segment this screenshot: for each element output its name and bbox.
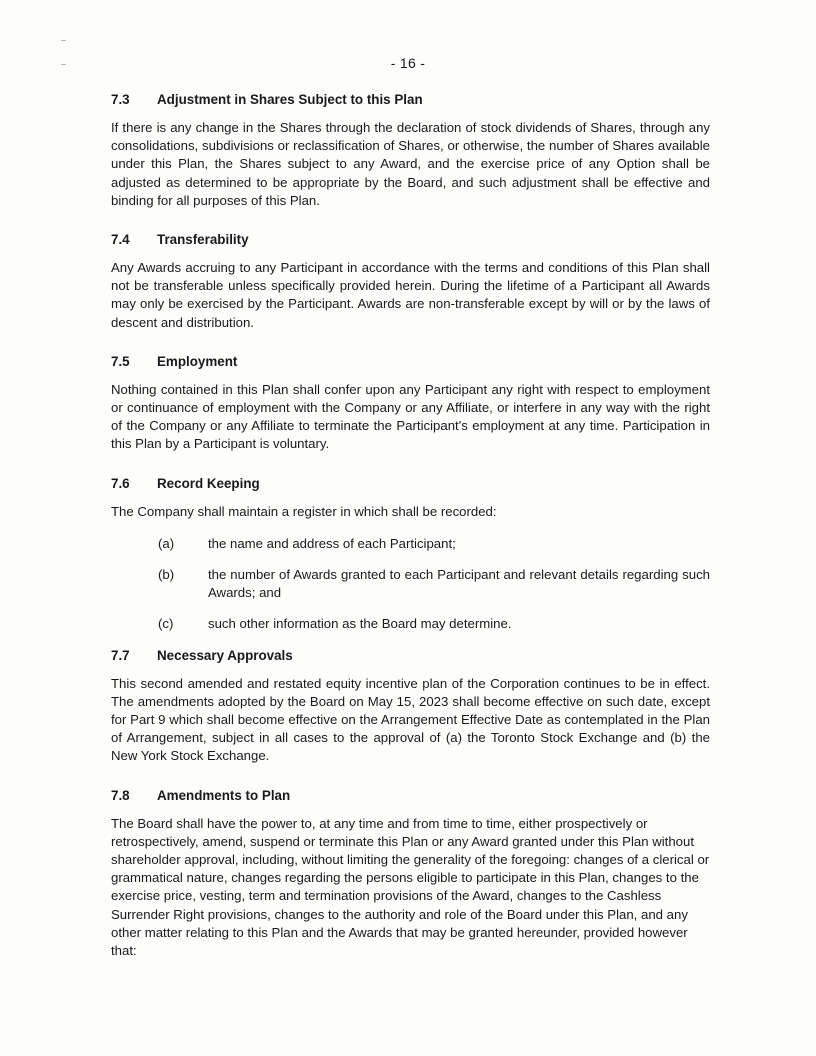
list-item <box>111 615 710 633</box>
list-marker: (a) <box>158 535 175 551</box>
list-item-text: the number of Awards granted to each Participant and relevant details regarding such Awards; and <box>208 567 710 601</box>
section-title: Transferability <box>157 232 249 248</box>
section-heading <box>111 787 710 804</box>
margin-mark <box>61 40 66 41</box>
list-marker: (c) <box>158 616 174 632</box>
list-item-text: the name and address of each Participant; <box>208 535 456 551</box>
list-item-text: such other information as the Board may determine. <box>208 616 512 632</box>
page-number: - 16 - <box>390 55 426 71</box>
section-title: Necessary Approvals <box>157 647 293 663</box>
section-7-3 <box>111 91 710 210</box>
section-heading <box>111 231 710 248</box>
document-body <box>111 91 710 981</box>
section-title: Amendments to Plan <box>157 787 291 803</box>
section-number: 7.7 <box>111 647 130 663</box>
section-title: Record Keeping <box>157 475 260 491</box>
section-title: Employment <box>157 353 238 369</box>
section-number: 7.4 <box>111 232 130 248</box>
section-7-5 <box>111 353 710 454</box>
section-title: Adjustment in Shares Subject to this Plan <box>157 92 423 107</box>
section-paragraph: The Board shall have the power to, at any time and from time to time, either prospectively or retrospectively, amend, suspend or terminate this Plan or any Award granted under this Plan without shareholder approval, including, without limiting the generality of the foregoing: changes of a clerical or grammatical nature, changes regarding the persons eligible to participate in this Plan, changes to the exercise price, vesting, term and termination provisions of the Award, changes to the Cashless Surrender Right provisions, changes to the authority and role of the Board under this Plan, and any other matter relating to this Plan and the Awards that may be granted hereunder, provided however that: <box>111 815 710 959</box>
section-number: 7.6 <box>111 475 130 491</box>
section-heading <box>111 353 710 370</box>
section-paragraph: Nothing contained in this Plan shall confer upon any Participant any right with respect to employment or continuance of employment with the Company or any Affiliate, or interfere in any way with the right of the Company or any Affiliate to terminate the Participant's employment at any time. Participation in this Plan by a Participant is voluntary. <box>111 381 710 452</box>
section-heading <box>111 91 710 108</box>
section-paragraph: This second amended and restated equity incentive plan of the Corporation continues to be in effect. The amendments adopted by the Board on May 15, 2023 shall become effective on such date, except for Part 9 which shall become effective on the Arrangement Effective Date as contemplated in the Plan of Arrangement, subject in all cases to the approval of (a) the Toronto Stock Exchange and (b) the New York Stock Exchange. <box>111 675 710 764</box>
section-heading <box>111 475 710 492</box>
section-7-7 <box>111 647 710 766</box>
record-list <box>111 535 710 634</box>
list-item <box>111 566 710 602</box>
section-number: 7.3 <box>111 92 130 107</box>
section-7-4 <box>111 231 710 332</box>
section-number: 7.5 <box>111 353 130 369</box>
section-number: 7.8 <box>111 787 130 803</box>
section-paragraph: Any Awards accruing to any Participant in accordance with the terms and conditions of this Plan shall not be transferable unless specifically provided herein. During the lifetime of a Participant all Awards may only be exercised by the Participant. Awards are non-transferable except by will or by the laws of descent and distribution. <box>111 260 710 330</box>
list-item <box>111 535 710 553</box>
section-paragraph: If there is any change in the Shares through the declaration of stock dividends of Shares, through any consolidations, subdivisions or reclassification of Shares, or otherwise, the number of Shares available under this Plan, the Shares subject to any Award, and the exercise price of any Option shall be adjusted as determined to be appropriate by the Board, and such adjustment shall be effective and binding for all purposes of this Plan. <box>111 120 710 208</box>
section-paragraph: The Company shall maintain a register in which shall be recorded: <box>111 503 497 519</box>
section-7-8 <box>111 787 710 961</box>
section-heading <box>111 647 710 664</box>
section-7-6 <box>111 475 710 634</box>
list-marker: (b) <box>158 567 175 583</box>
